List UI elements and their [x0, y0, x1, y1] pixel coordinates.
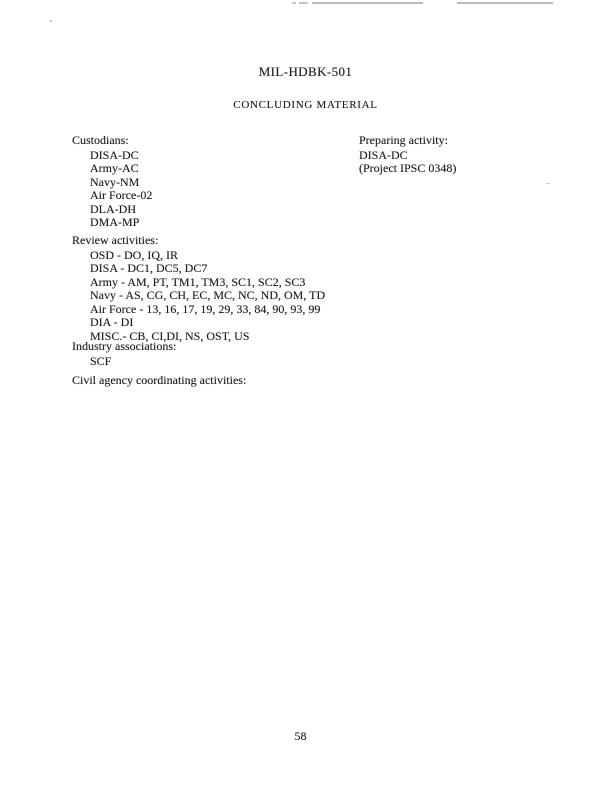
preparing-activity-block [359, 134, 456, 176]
preparing-activity-label: Preparing activity: [359, 133, 448, 147]
scan-artifact-line [312, 2, 423, 4]
review-activities-list [90, 249, 325, 344]
list-item: DMA-MP [90, 215, 140, 229]
preparing-activity-list [359, 149, 456, 176]
section-title: CONCLUDING MATERIAL [233, 99, 378, 111]
civil-agency-label: Civil agency coordinating activities: [72, 373, 247, 387]
list-item: DIA - DI [90, 315, 134, 329]
list-item: OSD - DO, IQ, IR [90, 247, 178, 262]
list-item: MISC.- CB, CI,DI, NS, OST, US [90, 328, 250, 343]
list-item: Navy-NM [90, 174, 140, 189]
list-item: SCF [90, 353, 112, 368]
custodians-label: Custodians: [72, 133, 129, 147]
industry-associations-block [72, 340, 176, 368]
scan-artifact-speck [50, 20, 52, 22]
review-activities-block [72, 234, 325, 343]
review-activities-label: Review activities: [72, 233, 159, 247]
list-item: Air Force-02 [90, 188, 153, 202]
industry-associations-label: Industry associations: [72, 339, 177, 353]
list-item: Army - AM, PT, TM1, TM3, SC1, SC2, SC3 [90, 274, 306, 289]
custodians-list [90, 149, 152, 230]
civil-agency-block [72, 374, 246, 389]
list-item: DISA-DC [90, 147, 139, 162]
list-item: Army-AC [90, 161, 139, 175]
scan-artifact-speck [299, 2, 308, 4]
page-number: 58 [294, 729, 307, 743]
scan-artifact-speck [546, 183, 549, 184]
list-item: Navy - AS, CG, CH, EC, MC, NC, ND, OM, TD [90, 288, 326, 302]
list-item: (Project IPSC 0348) [359, 161, 457, 175]
list-item: DISA - DC1, DC5, DC7 [90, 261, 208, 275]
industry-associations-list [90, 355, 176, 369]
list-item: Air Force - 13, 16, 17, 19, 29, 33, 84, 90, 93, 99 [90, 301, 321, 316]
custodians-block [72, 134, 152, 230]
list-item: DISA-DC [359, 147, 408, 162]
scan-artifact-speck [292, 2, 296, 4]
doc-number: MIL-HDBK-501 [258, 64, 353, 79]
list-item: DLA-DH [90, 201, 136, 216]
scan-artifact-line [457, 2, 553, 4]
